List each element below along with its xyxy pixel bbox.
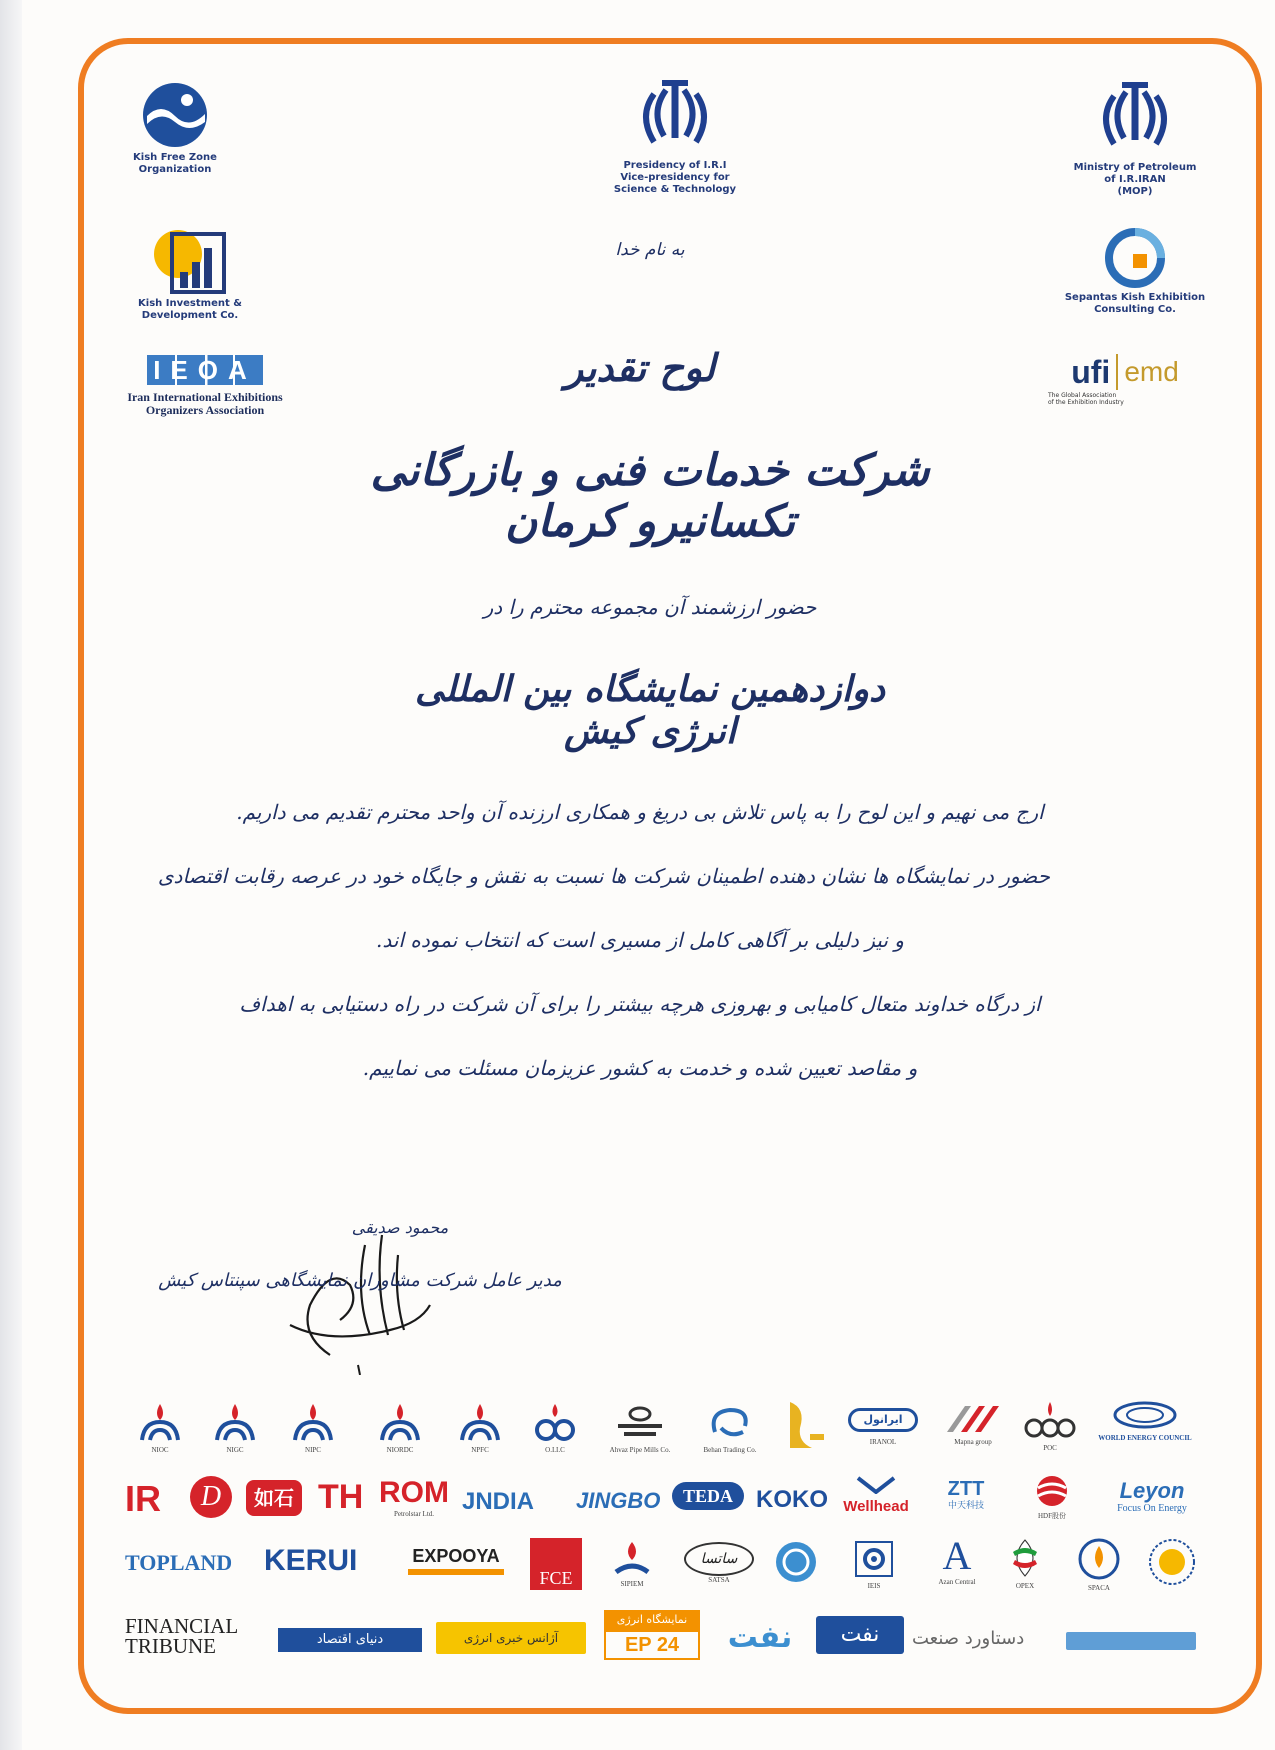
company-name: شرکت خدمات فنی و بازرگانی تکسانیرو کرمان xyxy=(370,445,930,547)
sponsor-label: Ahvaz Pipe Mills Co. xyxy=(609,1446,671,1454)
gear-icon xyxy=(854,1540,894,1578)
sponsor-label: Mapna group xyxy=(954,1438,992,1446)
oil-flame-icon xyxy=(378,1402,422,1442)
oil-flame-icon xyxy=(213,1402,257,1442)
sponsor-label: WORLD ENERGY COUNCIL xyxy=(1098,1434,1192,1442)
sponsor-label: NIORDC xyxy=(386,1446,414,1454)
leyon-mark: Leyon xyxy=(1119,1478,1185,1503)
rom-subtitle: Petrolstar Ltd. xyxy=(393,1510,435,1518)
blue-seal-icon xyxy=(774,1540,818,1584)
kish-free-zone-logo xyxy=(120,82,230,176)
sponsor-financial-tribune: FINANCIAL TRIBUNE xyxy=(125,1614,239,1658)
sponsor-sun-seal xyxy=(1146,1538,1198,1590)
ep24-mark: EP 24 xyxy=(604,1630,700,1660)
ep24-title: نمایشگاه انرژی xyxy=(604,1610,700,1630)
azan-letter: A xyxy=(942,1533,972,1578)
sponsor-leyon xyxy=(1104,1478,1200,1513)
poc-rings-icon xyxy=(1022,1400,1078,1440)
paragraph-line: و نیز دلیلی بر آگاهی کامل از مسیری است که انتخاب نموده اند. xyxy=(376,928,904,952)
sponsor-dastavard-sanat: دستاورد صنعت xyxy=(912,1628,1025,1649)
sponsor-jndia: JNDIA xyxy=(462,1488,535,1515)
sponsor-label: Azan Central xyxy=(938,1578,976,1586)
sponsor-gold-logo xyxy=(772,1398,832,1456)
sponsor-energy-news xyxy=(436,1622,586,1654)
iranol-mark: ايرانول xyxy=(848,1408,918,1432)
sponsor-th: TH xyxy=(318,1478,364,1516)
blue-banner-mark xyxy=(1066,1632,1196,1650)
donya-eqtesad-mark: دنیای اقتصاد xyxy=(278,1628,422,1652)
leyon-subtitle: Focus On Energy xyxy=(1117,1503,1187,1514)
sponsor-mapna xyxy=(938,1404,1008,1447)
sponsor-satsa xyxy=(684,1542,754,1585)
opex-flag-drop-icon xyxy=(1005,1538,1045,1578)
sponsor-label: SPACA xyxy=(1088,1584,1110,1592)
oil-flame-icon xyxy=(291,1402,335,1442)
basmala: به نام خدا xyxy=(615,240,685,260)
kish-investment-caption: Kish Investment & Development Co. xyxy=(138,298,242,321)
sponsor-donya-eqtesad xyxy=(278,1628,422,1652)
paragraph-line: حضور در نمایشگاه ها نشان دهنده اطمینان شرکت ها نسبت به نقش و جایگاه خود در عرصه رقابت اقتصادی xyxy=(157,864,1050,888)
expooya-bar xyxy=(408,1569,504,1575)
ztt-mark: ZTT xyxy=(947,1478,985,1500)
presidency-caption: Presidency of I.R.I Vice-presidency for Science & Technology xyxy=(613,160,737,195)
sponsor-hdf xyxy=(1024,1474,1080,1521)
sepantas-caption: Sepantas Kish Exhibition Consulting Co. xyxy=(1064,292,1206,315)
spaca-drop-icon xyxy=(1077,1538,1121,1580)
oil-flame-icon xyxy=(458,1402,502,1442)
sponsor-behan xyxy=(690,1402,770,1455)
oiic-rings-icon xyxy=(533,1402,577,1442)
sponsor-nigc xyxy=(205,1402,265,1455)
ministry-caption: Ministry of Petroleum of I.R.IRAN (MOP) xyxy=(1073,162,1197,197)
sun-seal-icon xyxy=(1148,1538,1196,1586)
sponsor-niordc xyxy=(370,1402,430,1455)
sponsor-wec xyxy=(1095,1400,1195,1443)
investment-chart-icon xyxy=(150,228,230,294)
naft-mark: نفت xyxy=(727,1620,793,1655)
sponsor-teda xyxy=(672,1482,744,1510)
sponsor-rom xyxy=(378,1476,450,1519)
ufi-mark: ufi xyxy=(1071,353,1111,390)
sponsor-topland: TOPLAND xyxy=(125,1550,233,1575)
logo-divider xyxy=(1116,354,1118,390)
rom-mark: ROM xyxy=(379,1476,449,1509)
sponsor-label: NIOC xyxy=(151,1446,169,1454)
binding-strip xyxy=(0,0,22,1750)
paragraph-line: و مقاصد تعیین شده و خدمت به کشور عزیزمان مسئلت می نماییم. xyxy=(362,1056,918,1080)
sepantas-logo xyxy=(1060,228,1210,316)
intro-line: حضور ارزشمند آن مجموعه محترم را در xyxy=(483,595,817,619)
kish-free-zone-caption: Kish Free Zone Organization xyxy=(133,152,217,175)
pipe-icon xyxy=(610,1402,670,1442)
handwritten-signature xyxy=(270,1225,460,1375)
sepantas-swirl-icon xyxy=(1103,228,1167,288)
ieoa-caption: Iran International Exhibitions Organizers Association xyxy=(127,390,283,417)
ufi-emd-logo xyxy=(1040,352,1210,406)
sponsor-ahvaz-pipe xyxy=(600,1402,680,1455)
rushi-mark: 如石 xyxy=(246,1480,302,1516)
sponsor-iro: IR xyxy=(125,1478,161,1519)
globe-ellipse-icon xyxy=(1110,1400,1180,1430)
sponsor-ieis xyxy=(850,1540,898,1591)
sponsor-jingbo: JINGBO xyxy=(576,1488,661,1513)
hdf-subtitle: HDF股份 xyxy=(1037,1512,1066,1520)
event-name: دوازدهمین نمایشگاه بین المللی انرژی کیش xyxy=(414,668,886,752)
signer-title: مدیر عامل شرکت مشاوران نمایشگاهی سپنتاس کیش xyxy=(158,1270,562,1291)
sponsor-expooya xyxy=(408,1546,504,1575)
sponsor-spaca xyxy=(1072,1538,1126,1593)
paragraph-line: ارج می نهیم و این لوح را به پاس تلاش بی دریغ و همکاری ارزنده آن واحد محترم تقدیم می داریم. xyxy=(236,800,1044,824)
sponsor-label: IEIS xyxy=(867,1582,881,1590)
sponsor-npfc xyxy=(450,1402,510,1455)
hdf-globe-icon xyxy=(1030,1474,1074,1508)
certificate-paragraph xyxy=(157,780,1050,1100)
sponsor-label: POC xyxy=(1043,1444,1057,1452)
sponsor-label: SATSA xyxy=(708,1576,730,1584)
behan-swirl-icon xyxy=(705,1402,755,1442)
ufi-caption: The Global Association of the Exhibition Industry xyxy=(1048,392,1124,406)
sponsor-naft-press xyxy=(816,1616,904,1654)
sponsor-azan xyxy=(922,1534,992,1587)
expooya-mark: EXPOOYA xyxy=(412,1546,500,1566)
kish-wave-icon xyxy=(139,82,211,148)
sponsor-kerui: KERUI xyxy=(264,1544,358,1577)
satsa-mark: ساتسا xyxy=(684,1542,754,1576)
ieoa-letters: IEOA xyxy=(147,355,263,385)
sponsor-ztt xyxy=(926,1478,1006,1510)
sponsor-ep24 xyxy=(604,1610,700,1660)
sponsor-label: SIPIEM xyxy=(620,1580,644,1588)
sponsor-rushi xyxy=(246,1480,302,1516)
ztt-subtitle: 中天科技 xyxy=(947,1500,984,1510)
sponsor-nipc xyxy=(283,1402,343,1455)
iran-emblem-icon xyxy=(640,78,710,156)
wellhead-wings-icon xyxy=(856,1476,896,1494)
sponsor-fce xyxy=(530,1538,582,1590)
certificate-title: لوح تقدیر xyxy=(564,345,716,390)
sponsor-label: NPFC xyxy=(471,1446,489,1454)
energy-news-mark: آژانس خبری انرژی xyxy=(436,1622,586,1654)
sponsor-opex xyxy=(1000,1538,1050,1591)
iran-emblem-icon xyxy=(1100,80,1170,158)
sponsor-blue-banner xyxy=(1066,1632,1196,1650)
sponsor-iranol xyxy=(848,1408,918,1447)
naft-press-mark: نفت xyxy=(816,1616,904,1654)
red-circle-mark: D xyxy=(190,1476,232,1518)
sponsor-label: O.I.I.C xyxy=(545,1446,565,1454)
sponsor-label: NIGC xyxy=(226,1446,244,1454)
mapna-stripes-icon xyxy=(943,1404,1003,1434)
sponsor-naft xyxy=(722,1618,798,1658)
sponsor-label: NIPC xyxy=(305,1446,321,1454)
sponsor-label: OPEX xyxy=(1015,1582,1035,1590)
presidency-logo xyxy=(600,78,750,196)
oil-flame-icon xyxy=(138,1402,182,1442)
ministry-logo xyxy=(1060,80,1210,198)
sponsor-koko: KOKO xyxy=(756,1486,828,1513)
signer-name: محمود صدیقی xyxy=(351,1218,449,1237)
teda-mark: TEDA xyxy=(672,1482,744,1510)
ieoa-logo xyxy=(115,355,295,417)
sponsor-poc xyxy=(1020,1400,1080,1453)
kish-investment-logo xyxy=(130,228,250,322)
sipiem-flame-icon xyxy=(612,1540,652,1576)
emd-mark: emd xyxy=(1124,356,1179,387)
sponsor-nioc xyxy=(130,1402,190,1455)
sponsor-wellhead xyxy=(838,1476,914,1515)
sponsor-label: Behan Trading Co. xyxy=(703,1446,757,1454)
paragraph-line: از درگاه خداوند متعال کامیابی و بهروزی هرچه بیشتر را برای آن شرکت در راه دستیابی به اهداف xyxy=(239,992,1041,1016)
wellhead-mark: Wellhead xyxy=(843,1498,909,1515)
gold-emblem-icon xyxy=(776,1398,828,1452)
sponsor-red-circle xyxy=(190,1476,234,1518)
fce-mark: FCE xyxy=(530,1538,582,1590)
sponsor-oiic xyxy=(530,1402,580,1455)
sponsor-sipiem xyxy=(604,1540,660,1589)
sponsor-blue-seal xyxy=(772,1540,820,1588)
sponsor-label: IRANOL xyxy=(869,1438,897,1446)
